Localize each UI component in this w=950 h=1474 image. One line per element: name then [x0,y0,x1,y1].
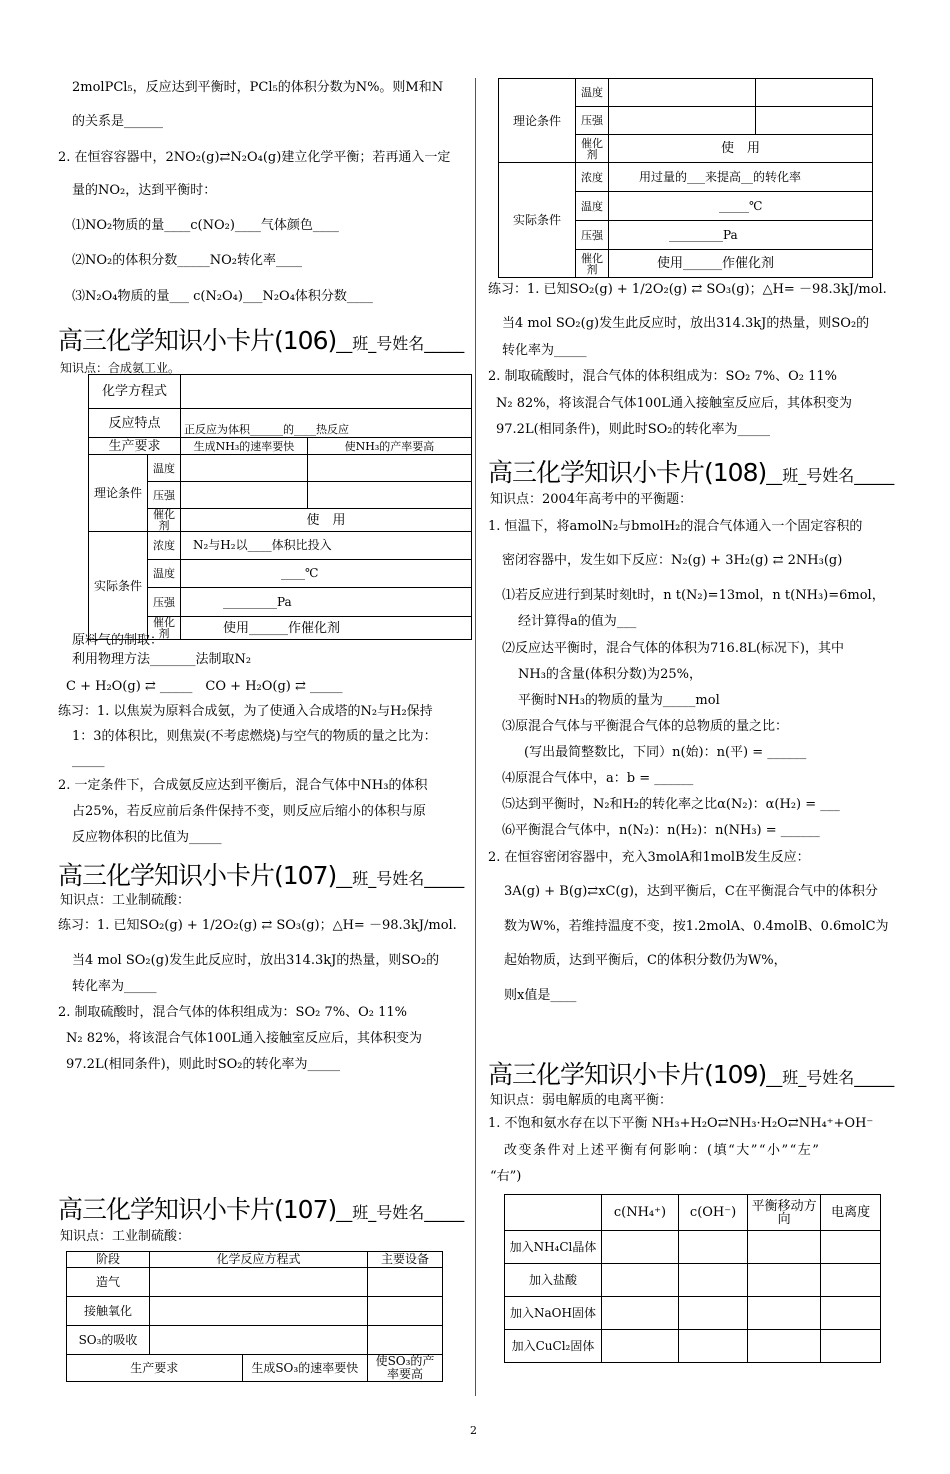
question-text: 密闭容器中，发生如下反应：N₂(g) + 3H₂(g) ⇄ 2NH₃(g) [502,553,843,568]
exercise-text: 1：3的体积比，则焦炭(不考虑燃烧)与空气的物质的量之比为： [72,729,437,744]
topic-label: 知识点：工业制硫酸： [60,893,191,908]
raw-material-text: 利用物理方法_______法制取N₂ [72,652,252,667]
question-text: 3A(g) + B(g)⇄xC(g)，达到平衡后，C在平衡混合气中的体积分 [504,884,878,899]
question-text: ⑵反应达平衡时，混合气体的体积为716.8L(标况下)，其中 [502,641,844,656]
question-text: 的关系是______ [72,114,164,129]
question-text: ⑶原混合气体与平衡混合气体的总物质的量之比： [502,719,789,734]
exercise-text: 练习：1. 已知SO₂(g) + 1/2O₂(g) ⇄ SO₃(g)；△H= －98.3kJ/mol. [58,918,457,933]
exercise-text: 转化率为_____ [72,979,157,994]
card-title-108: 高三化学知识小卡片(108)__班_号姓名_____ [488,458,895,487]
exercise-text: _____ [72,753,105,768]
question-text: 起始物质，达到平衡后，C的体积分数仍为W%， [504,953,787,968]
question-text: ⑸达到平衡时，N₂和H₂的转化率之比α(N₂)：α(H₂) = ___ [502,797,840,812]
question-text: 平衡时NH₃的物质的量为_____mol [518,693,720,708]
topic-label: 知识点：弱电解质的电离平衡： [490,1093,673,1108]
topic-label: 知识点：2004年高考中的平衡题： [490,492,693,507]
question-text: 数为W%，若维持温度不变，按1.2molA、0.4molB、0.6molC为 [504,919,889,934]
sulfuric-acid-table: 阶段 化学反应方程式 主要设备 造气 接触氧化 SO₃的吸收 生产要求 生成SO₃的速率要快 使SO₃的产率要高 [66,1251,443,1382]
question-text: 改变条件对上述平衡有何影响：(填“大”“小”“左” [504,1143,821,1158]
raw-material-text: 原料气的制取： [72,633,164,648]
question-text: “右”) [490,1169,522,1184]
card-title-106: 高三化学知识小卡片(106)__班_号姓名_____ [58,326,465,355]
exercise-text: 当4 mol SO₂(g)发生此反应时，放出314.3kJ的热量，则SO₂的 [502,316,870,331]
card-title-107: 高三化学知识小卡片(107)__班_号姓名_____ [58,861,465,890]
exercise-text: 97.2L(相同条件)，则此时SO₂的转化率为_____ [496,422,770,437]
raw-material-text: C + H₂O(g) ⇄ _____ CO + H₂O(g) ⇄ _____ [66,679,343,694]
exercise-text: N₂ 82%，将该混合气体100L通入接触室反应后，其体积变为 [496,396,853,411]
card-title-109: 高三化学知识小卡片(109)__班_号姓名_____ [488,1060,895,1089]
exercise-text: 转化率为_____ [502,343,587,358]
question-text: ⑴NO₂物质的量____c(NO₂)____气体颜色____ [72,218,339,233]
exercise-text: N₂ 82%，将该混合气体100L通入接触室反应后，其体积变为 [66,1031,423,1046]
question-text: ⑷原混合气体中，a：b = ______ [502,771,694,786]
question-text: ⑶N₂O₄物质的量___ c(N₂O₄)___N₂O₄体积分数____ [72,289,373,304]
topic-label: 知识点：合成氨工业。 [60,361,181,375]
card-title-107: 高三化学知识小卡片(107)__班_号姓名_____ [58,1195,465,1224]
question-text: ⑴若反应进行到某时刻t时，n t(N₂)=13mol，n t(NH₃)=6mol， [502,588,885,603]
exercise-text: 2. 制取硫酸时，混合气体的体积组成为：SO₂ 7%、O₂ 11% [58,1005,407,1020]
column-divider [475,78,476,1396]
exercise-text: 占25%，若反应前后条件保持不变，则反应后缩小的体积与原 [72,804,426,819]
question-text: NH₃的含量(体积分数)为25%， [518,667,702,682]
question-text: 则x值是____ [504,988,577,1003]
ionization-table: c(NH₄⁺) c(OH⁻) 平衡移动方向 电离度 加入NH₄Cl晶体 加入盐酸 加入NaOH固体 加入CuCl₂固体 [504,1194,881,1363]
question-text: 2. 在恒容容器中，2NO₂(g)⇄N₂O₄(g)建立化学平衡；若再通入一定 [58,150,451,165]
topic-label: 知识点：工业制硫酸： [60,1229,191,1244]
exercise-text: 2. 制取硫酸时，混合气体的体积组成为：SO₂ 7%、O₂ 11% [488,369,837,384]
exercise-text: 练习：1. 已知SO₂(g) + 1/2O₂(g) ⇄ SO₃(g)；△H= －98.3kJ/mol. [488,282,887,297]
page-number: 2 [470,1424,477,1437]
exercise-text: 练习：1. 以焦炭为原料合成氨，为了使通入合成塔的N₂与H₂保持 [58,704,433,719]
question-text: 1. 不饱和氨水存在以下平衡 NH₃+H₂O⇄NH₃·H₂O⇄NH₄⁺+OH⁻ [488,1116,874,1131]
question-text: (写出最简整数比，下同）n(始)：n(平) = ______ [524,745,807,760]
question-text: 2. 在恒容密闭容器中，充入3molA和1molB发生反应： [488,850,810,865]
exercise-text: 反应物体积的比值为_____ [72,830,222,845]
exercise-text: 2. 一定条件下，合成氨反应达到平衡后，混合气体中NH₃的体积 [58,778,428,793]
question-text: 1. 恒温下，将amolN₂与bmolH₂的混合气体通入一个固定容积的 [488,519,863,534]
question-text: 经计算得a的值为___ [518,614,637,629]
question-text: 2molPCl₅，反应达到平衡时，PCl₅的体积分数为N%。则M和N [72,80,444,95]
question-text: ⑵NO₂的体积分数_____NO₂转化率____ [72,253,302,268]
question-text: ⑹平衡混合气体中，n(N₂)：n(H₂)：n(NH₃) = ______ [502,823,820,838]
exercise-text: 当4 mol SO₂(g)发生此反应时，放出314.3kJ的热量，则SO₂的 [72,953,440,968]
question-text: 量的NO₂，达到平衡时： [72,183,217,198]
exercise-text: 97.2L(相同条件)，则此时SO₂的转化率为_____ [66,1057,340,1072]
ammonia-table: 化学方程式 反应特点 正反应为体积______的____热反应 生产要求 生成NH₃的速率要快 使NH₃的产率要高 理论条件 温度 压强 催化剂 使 用 实际条件 浓度 N₂与H₂以____体积比投入 温度 ____℃ 压强 _________Pa 催化剂 使用______作催化剂 [88,374,472,640]
sulfuric-conditions-table: 理论条件 温度 压强 催化剂 使 用 实际条件 浓度 用过量的___来提高__的转化率 温度 _____℃ 压强 _________Pa 催化剂 使用______作催化剂 [498,78,873,278]
